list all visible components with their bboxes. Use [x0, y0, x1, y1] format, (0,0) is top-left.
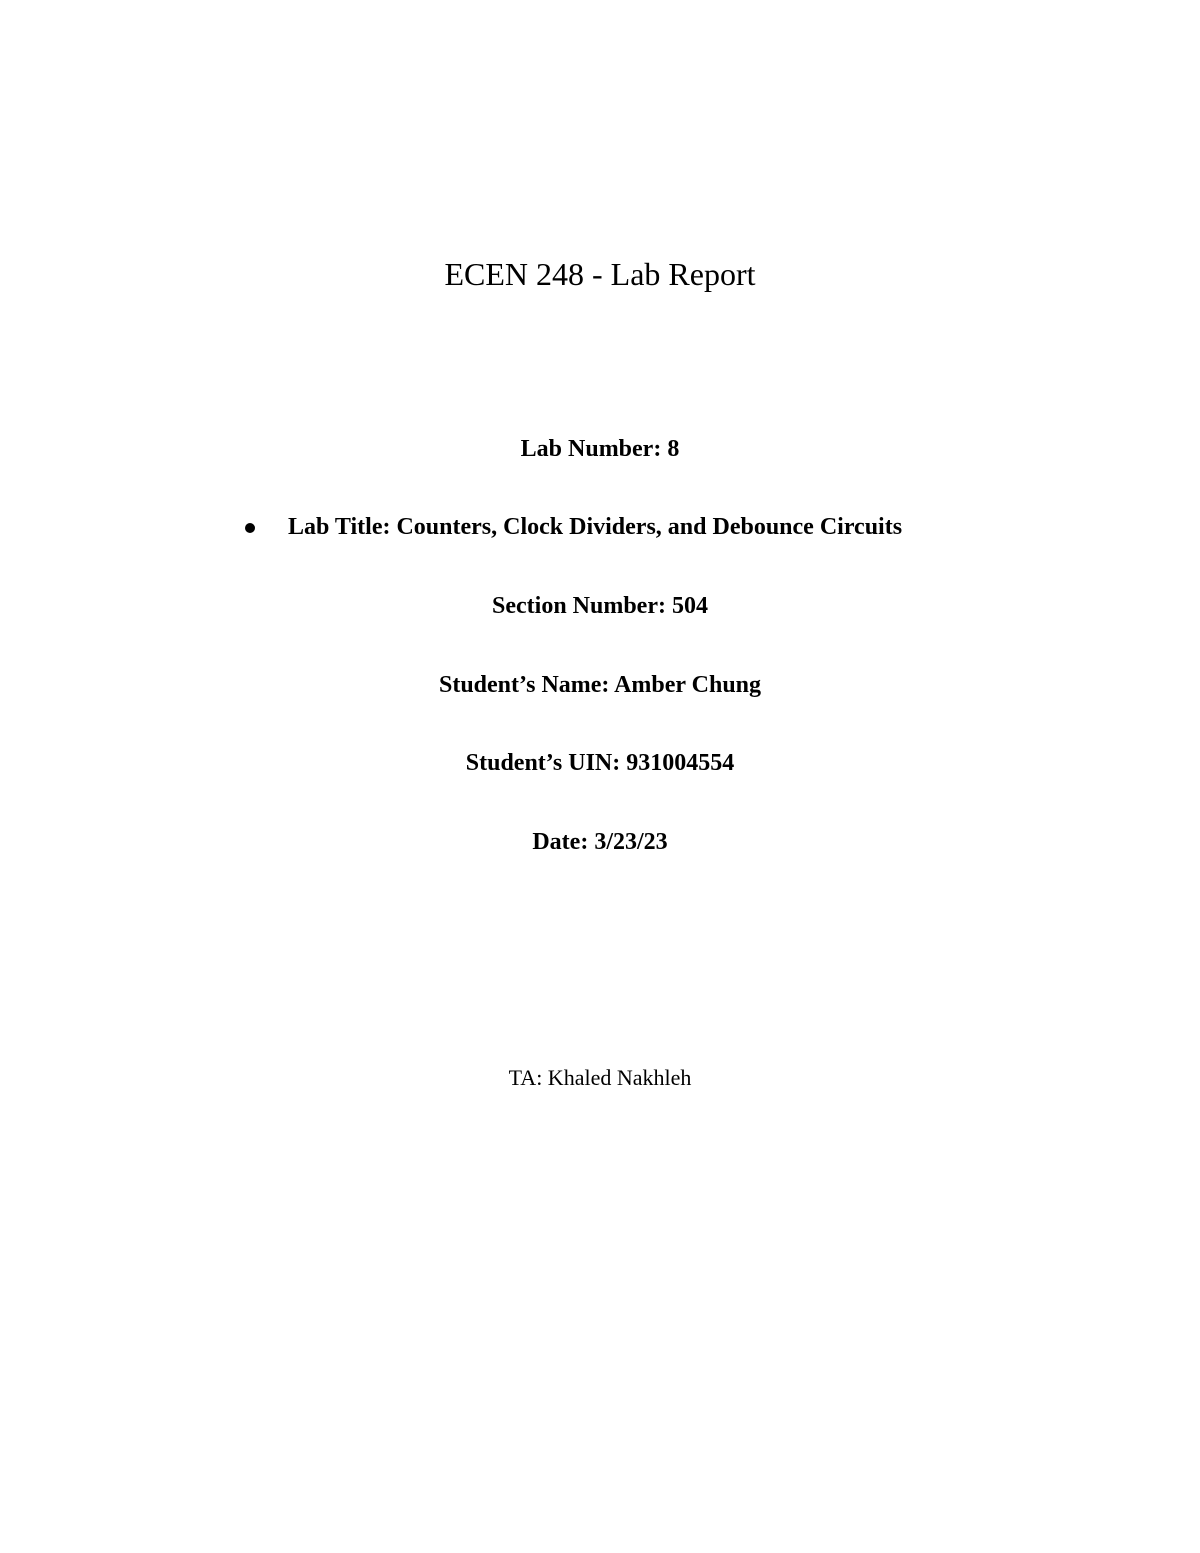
ta-name: TA: Khaled Nakhleh: [508, 1065, 692, 1090]
lab-title: Lab Title: Counters, Clock Dividers, and Debounce Circuits: [288, 514, 903, 540]
report-title: ECEN 248 - Lab Report: [444, 256, 756, 292]
section-number: Section Number: 504: [492, 593, 708, 619]
lab-title-item: [0, 511, 1200, 543]
student-uin: Student’s UIN: 931004554: [465, 750, 735, 776]
student-name: Student’s Name: Amber Chung: [438, 672, 762, 698]
lab-number: Lab Number: 8: [520, 436, 680, 462]
report-date: Date: 3/23/23: [532, 829, 668, 855]
bullet-icon: [245, 523, 255, 533]
